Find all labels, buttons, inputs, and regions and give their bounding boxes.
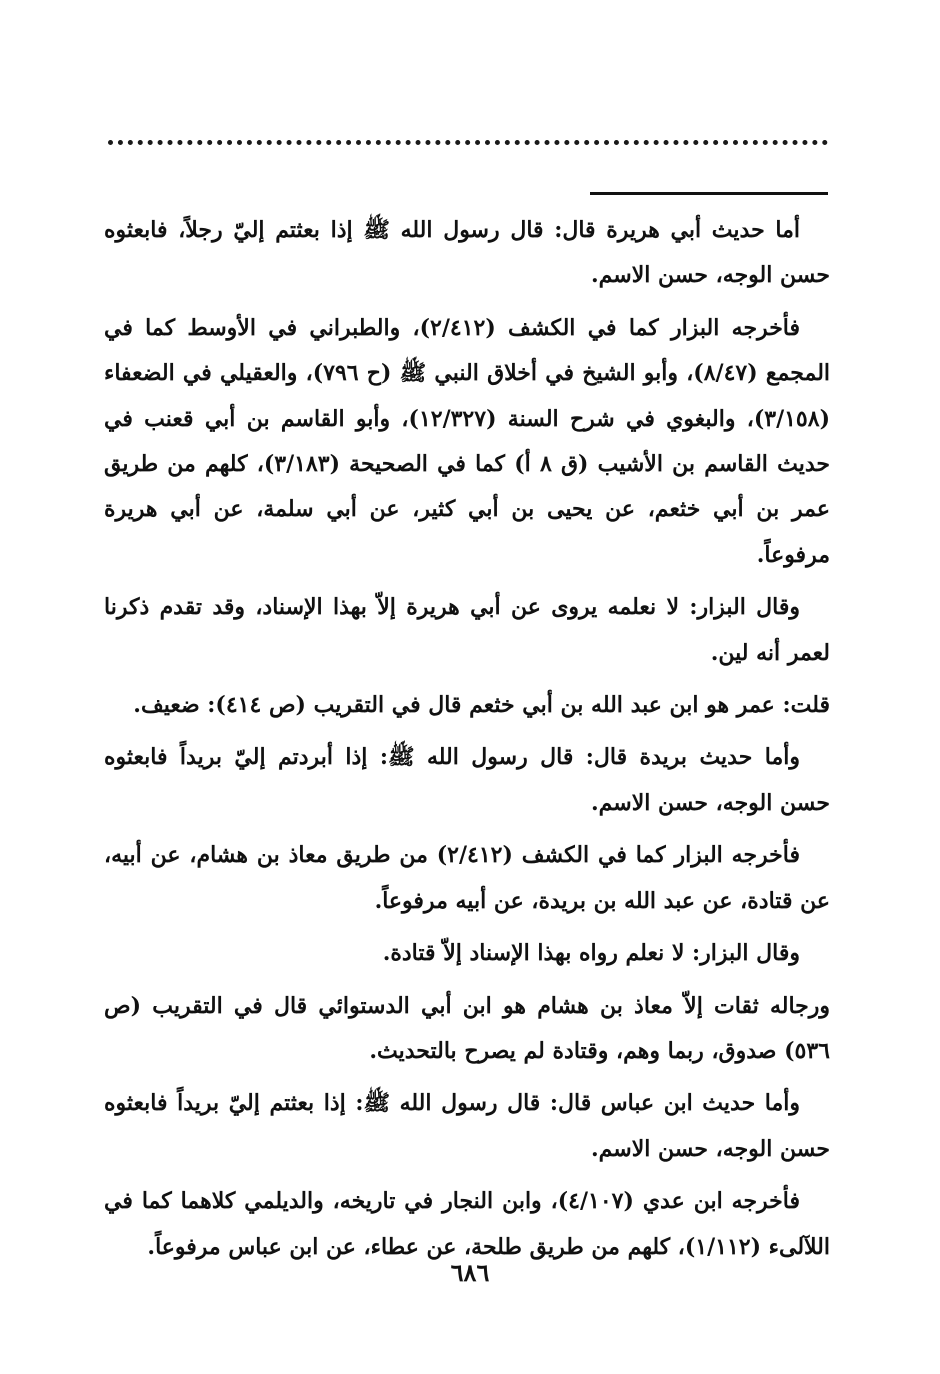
paragraph-bazzar-2: وقال البزار: لا نعلم رواه بهذا الإسناد إلاّ قتادة. — [382, 940, 800, 967]
qult-label: قلت: — [782, 692, 830, 719]
page-body — [104, 208, 830, 1277]
paragraph-burayda: وأما حديث بريدة قال: قال رسول الله ﷺ: إذا أبردتم إليّ بريداً فابعثوه حسن الوجه، حسن الاسم. — [104, 744, 830, 816]
footnote-dotted-separator — [108, 140, 828, 145]
footnote-rule — [590, 192, 828, 195]
paragraph-bazzar-1: وقال البزار: لا نعلمه يروى عن أبي هريرة إلاّ بهذا الإسناد، وقد تقدم ذكرنا لعمر أنه لين. — [104, 594, 830, 666]
paragraph-takhrij-2: فأخرجه البزار كما في الكشف (٢/٤١٢) من طريق معاذ بن هشام، عن أبيه، عن قتادة، عن عبد الله بن بريدة، عن أبيه مرفوعاً. — [104, 842, 830, 914]
paragraph-takhrij-3: فأخرجه ابن عدي (٤/١٠٧)، وابن النجار في تاريخه، والديلمي كلاهما كما في اللآلىء (١/١١٢)، كلهم من طريق طلحة، عن عطاء، عن ابن عباس مرفوعاً. — [104, 1188, 830, 1260]
paragraph-abu-hurayra: أما حديث أبي هريرة قال: قال رسول الله ﷺ إذا بعثتم إليّ رجلاً، فابعثوه حسن الوجه، حسن الاسم. — [104, 217, 830, 289]
qult-text: عمر هو ابن عبد الله بن أبي خثعم قال في التقريب (ص ٤١٤): ضعيف. — [133, 692, 775, 719]
paragraph-rijal: ورجاله ثقات إلاّ معاذ بن هشام هو ابن أبي الدستوائي قال في التقريب (ص ٥٣٦) صدوق، ربما وهم، وقتادة لم يصرح بالتحديث. — [104, 992, 830, 1064]
paragraph-qult — [104, 683, 830, 728]
page-number: ٦٨٦ — [450, 1258, 490, 1287]
paragraph-ibn-abbas: وأما حديث ابن عباس قال: قال رسول الله ﷺ: إذا بعثتم إليّ بريداً فابعثوه حسن الوجه، حسن الاسم. — [104, 1090, 830, 1162]
paragraph-takhrij-1: فأخرجه البزار كما في الكشف (٢/٤١٢)، والطبراني في الأوسط كما في المجمع (٨/٤٧)، وأبو الشيخ في أخلاق النبي ﷺ (ح ٧٩٦)، والعقيلي في الضعفاء (٣/١٥٨)، والبغوي في شرح السنة (١٢/٣٢٧)، وأبو القاسم بن أبي قعنب في حديث القاسم بن الأشيب (ق ٨ أ) كما في الصحيحة (٣/١٨٣)، كلهم من طريق عمر بن أبي خثعم، عن يحيى بن أبي كثير، عن أبي سلمة، عن أبي هريرة مرفوعاً. — [104, 314, 831, 568]
